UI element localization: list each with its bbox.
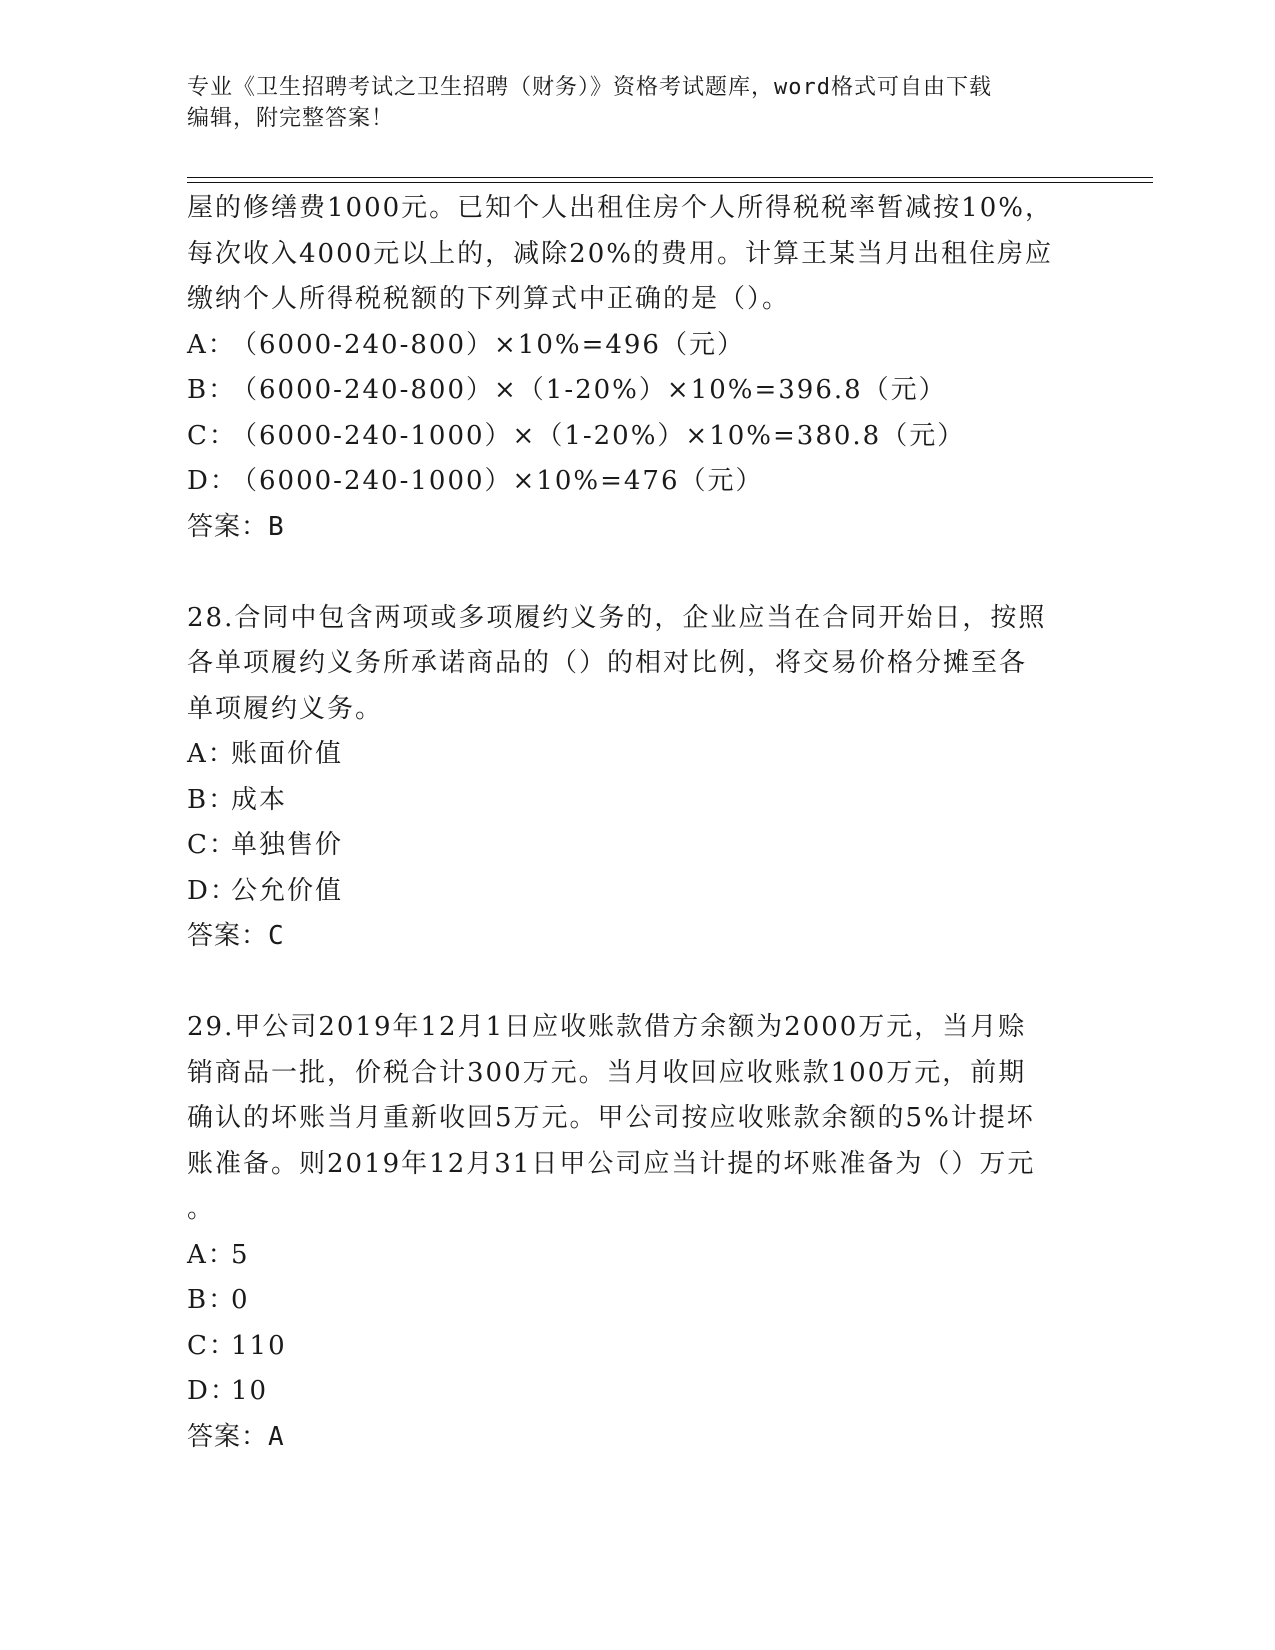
- option-d: [187, 459, 1087, 505]
- question-stem-line: 28.合同中包含两项或多项履约义务的，企业应当在合同开始日，按照: [187, 602, 1047, 633]
- question-stem-line: 缴纳个人所得税税额的下列算式中正确的是（）。: [187, 284, 791, 314]
- question-stem-line: 屋的修缮费1000元。已知个人出租住房个人所得税税率暂减按10%，: [187, 193, 1053, 223]
- answer-line: [187, 505, 1087, 551]
- answer-key: B: [268, 511, 285, 542]
- question-stem-line: 账准备。则2019年12月31日甲公司应当计提的坏账准备为（）万元: [187, 1148, 1036, 1179]
- option-text: 110: [231, 1330, 287, 1361]
- question-29: [187, 1005, 1087, 1460]
- question-stem-line: 每次收入4000元以上的，减除20%的费用。计算王某当月出租住房应: [187, 238, 1053, 269]
- option-a: [187, 732, 1087, 778]
- option-letter: C：: [187, 420, 237, 451]
- option-text: （6000-240-1000）×10%=476（元）: [231, 466, 764, 496]
- option-text: 10: [231, 1376, 269, 1406]
- answer-label: 答案：: [187, 511, 269, 542]
- option-a: [187, 323, 1087, 369]
- option-a: [187, 1233, 1087, 1279]
- option-text: （6000-240-1000）×（1-20%）×10%=380.8（元）: [231, 420, 966, 451]
- option-d: [187, 869, 1087, 915]
- header-divider-bottom: [187, 182, 1153, 183]
- option-letter: A：: [187, 739, 236, 769]
- header-line-2: 编辑，附完整答案！: [187, 106, 395, 131]
- option-letter: B：: [187, 1285, 237, 1315]
- option-text: 0: [231, 1285, 250, 1315]
- option-text: 成本: [231, 784, 288, 815]
- answer-label: 答案：: [187, 1421, 269, 1452]
- option-b: [187, 1278, 1087, 1324]
- spacer: [187, 550, 1087, 596]
- option-c: [187, 414, 1087, 460]
- document-header: [187, 72, 1087, 134]
- option-letter: C：: [187, 830, 237, 860]
- option-letter: A：: [187, 1239, 236, 1270]
- question-stem-line: 确认的坏账当月重新收回5万元。甲公司按应收账款余额的5%计提坏: [187, 1103, 1035, 1133]
- question-stem-line: 单项履约义务。: [187, 693, 384, 724]
- option-letter: B：: [187, 784, 237, 815]
- question-stem-line: 29.甲公司2019年12月1日应收账款借方余额为2000万元，当月赊: [187, 1012, 1027, 1042]
- question-list: [187, 186, 1087, 1460]
- answer-key: C: [268, 921, 285, 951]
- option-letter: C：: [187, 1330, 237, 1361]
- option-c: [187, 1324, 1087, 1370]
- option-text: （6000-240-800）×10%=496（元）: [231, 329, 745, 360]
- option-b: [187, 368, 1087, 414]
- question-27: [187, 186, 1087, 550]
- answer-line: [187, 1415, 1087, 1461]
- question-stem-line: 。: [187, 1194, 216, 1224]
- spacer: [187, 960, 1087, 1006]
- option-c: [187, 823, 1087, 869]
- option-text: （6000-240-800）×（1-20%）×10%=396.8（元）: [231, 375, 947, 405]
- option-letter: D：: [187, 1376, 238, 1406]
- question-stem-line: 销商品一批，价税合计300万元。当月收回应收账款100万元，前期: [187, 1057, 1027, 1088]
- option-letter: D：: [187, 875, 238, 906]
- option-b: [187, 778, 1087, 824]
- option-letter: D：: [187, 466, 238, 496]
- answer-label: 答案：: [187, 921, 269, 951]
- option-d: [187, 1369, 1087, 1415]
- option-letter: A：: [187, 329, 236, 360]
- answer-key: A: [268, 1421, 285, 1452]
- header-divider-top: [187, 177, 1153, 178]
- option-text: 账面价值: [231, 739, 344, 769]
- option-text: 公允价值: [231, 875, 344, 906]
- answer-line: [187, 914, 1087, 960]
- option-text: 单独售价: [231, 830, 344, 860]
- option-text: 5: [231, 1239, 250, 1270]
- question-28: [187, 596, 1087, 960]
- option-letter: B：: [187, 375, 237, 405]
- question-stem-line: 各单项履约义务所承诺商品的（）的相对比例，将交易价格分摊至各: [187, 648, 1028, 678]
- header-line-1: 专业《卫生招聘考试之卫生招聘（财务）》资格考试题库，word格式可自由下载: [187, 75, 992, 100]
